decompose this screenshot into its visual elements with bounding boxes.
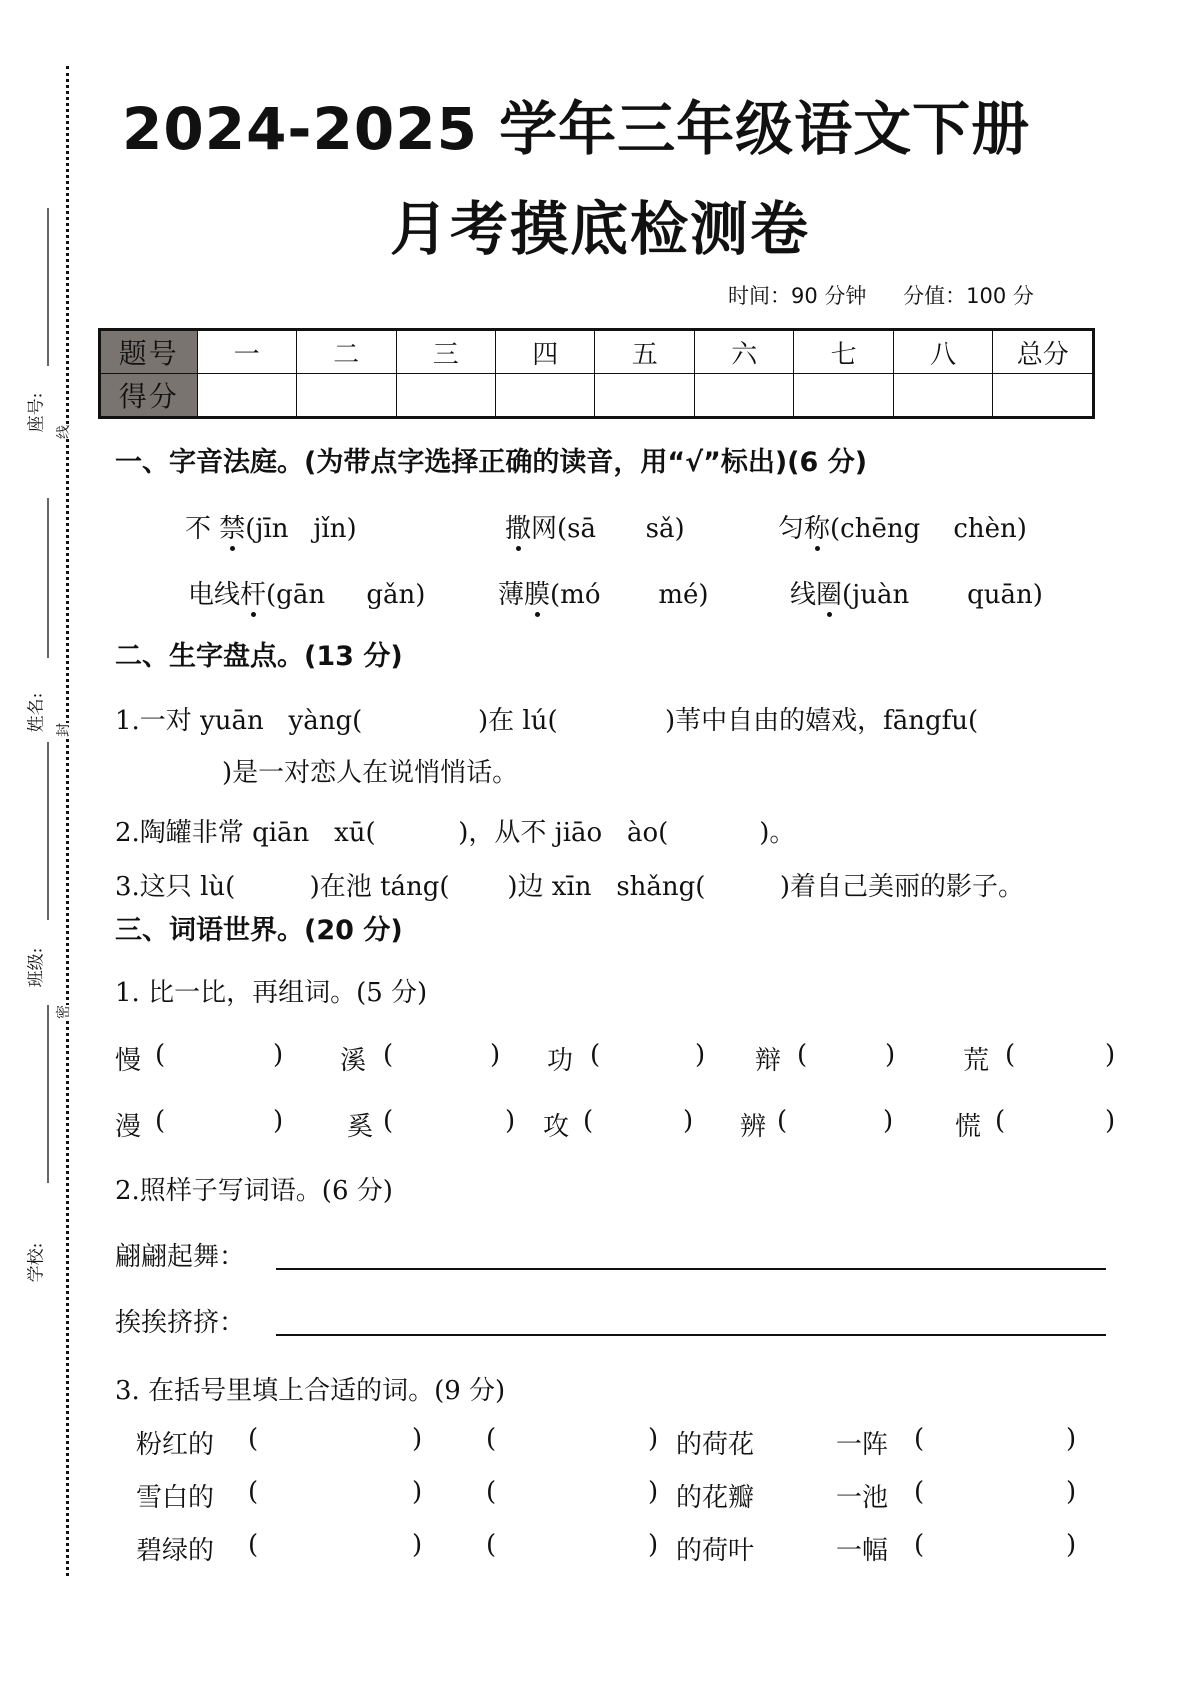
pinyin-options[interactable]: (mó mé) [550,580,709,610]
answer-line-2[interactable] [276,1334,1106,1336]
phrase-suffix: 的荷花 [676,1430,755,1460]
example-word-2: 挨挨挤挤： [115,1308,246,1338]
answer-blank[interactable]: ( [797,1040,808,1070]
compare-char: 慢 [115,1046,142,1076]
pinyin-options[interactable]: (chēng chèn) [830,514,1027,544]
section1-title: 一、字音法庭。(为带点字选择正确的读音，用“√”标出)(6 分) [115,447,868,478]
school-label: 学校: [26,1242,47,1283]
pron-item-2 [505,508,685,545]
answer-blank[interactable]: ( [914,1424,925,1454]
section3-q2-title: 2.照样子写词语。(6 分) [115,1176,393,1206]
section2-q1-line1[interactable]: 1.一对 yuān yàng( )在 lú( )苇中自由的嬉戏，fāngfu( [115,706,979,736]
compare-char: 漫 [115,1112,142,1142]
page-title-line1: 2024-2025 学年三年级语文下册 [122,95,1031,163]
answer-blank[interactable]: ( [383,1106,394,1136]
answer-blank[interactable]: ( [777,1106,788,1136]
col-header-total: 总分 [993,330,1094,374]
pron-item-3 [778,508,1027,545]
section2-q3[interactable]: 3.这只 lù( )在池 táng( )边 xīn shǎng( )着自己美丽的影子。 [115,872,1024,902]
dotted-char: 膜 [524,574,550,611]
answer-blank[interactable]: ( [486,1424,497,1454]
score-cell[interactable] [197,374,296,418]
score-cell[interactable] [595,374,694,418]
seal-mark-line: 线 [51,425,75,439]
pinyin-options[interactable]: (juàn quān) [842,580,1043,610]
seal-mark-seal: 封 [51,723,75,737]
phrase-suffix: 的荷叶 [676,1536,755,1566]
compare-char: 奚 [347,1112,374,1142]
section2-q1-line2[interactable]: )是一对恋人在说悄悄话。 [222,758,519,788]
example-word-1: 翩翩起舞： [115,1242,246,1272]
col-header: 二 [297,330,396,374]
pinyin-options[interactable]: (sā sǎ) [557,514,685,544]
score-row [100,374,1094,418]
dotted-char: 撒 [505,508,531,545]
answer-blank[interactable]: ( [383,1040,394,1070]
col-header: 五 [595,330,694,374]
score-table [98,328,1095,419]
col-header: 三 [396,330,495,374]
word-text: 线 [790,580,817,610]
score-cell-total[interactable] [993,374,1094,418]
col-header: 八 [893,330,992,374]
answer-blank[interactable]: ( [248,1530,259,1560]
score-cell[interactable] [396,374,495,418]
score-cell[interactable] [297,374,396,418]
answer-blank[interactable]: ( [590,1040,601,1070]
page-title-line2: 月考摸底检测卷 [390,195,811,263]
section2-title: 二、生字盘点。(13 分) [115,641,403,672]
compare-char: 攻 [543,1112,570,1142]
answer-blank[interactable]: ( [914,1477,925,1507]
word-text: 网 [531,514,558,544]
compare-char: 功 [547,1046,574,1076]
pinyin-options[interactable]: (gān gǎn) [266,580,426,610]
dotted-char: 禁 [219,508,245,545]
time-limit: 时间：90 分钟 [728,284,867,308]
name-label: 姓名: [26,692,47,733]
compare-char: 慌 [955,1112,982,1142]
phrase-suffix: 的花瓣 [676,1483,755,1513]
name-underline [47,498,49,658]
pinyin-options[interactable]: (jīn jǐn) [245,514,357,544]
col-header: 六 [694,330,793,374]
compare-char: 荒 [963,1046,990,1076]
answer-blank[interactable]: ( [583,1106,594,1136]
score-cell[interactable] [495,374,594,418]
school-underline [47,1005,49,1183]
section3-title: 三、词语世界。(20 分) [115,915,403,946]
question-number-header: 题号 [100,330,198,374]
section3-q3-title: 3. 在括号里填上合适的词。(9 分) [115,1376,506,1406]
total-score: 分值：100 分 [903,284,1034,308]
dotted-char: 称 [804,508,830,545]
col-header: 一 [197,330,296,374]
word-text: 匀 [778,514,805,544]
dotted-char: 圈 [816,574,842,611]
exam-meta [728,280,1064,310]
answer-blank[interactable]: ( [155,1106,166,1136]
seal-dotted-line [66,66,69,1576]
word-text: 电线 [188,580,241,610]
score-header: 得分 [100,374,198,418]
score-cell[interactable] [893,374,992,418]
answer-line-1[interactable] [276,1268,1106,1270]
seal-mark-secret: 密 [51,1005,75,1019]
class-label: 班级: [26,947,47,988]
compare-char: 辨 [740,1112,767,1142]
answer-blank[interactable]: ( [486,1477,497,1507]
score-cell[interactable] [694,374,793,418]
pron-item-5 [498,574,709,611]
phrase-prefix: 雪白的 [136,1483,215,1513]
phrase-prefix: 碧绿的 [136,1536,215,1566]
answer-blank[interactable]: ( [486,1530,497,1560]
word-text: 薄 [498,580,525,610]
phrase-prefix: 粉红的 [136,1430,215,1460]
compare-char: 辩 [755,1046,782,1076]
seat-number-underline [47,208,49,366]
class-underline [47,742,49,920]
measure-word: 一幅 [836,1536,889,1566]
section3-q1-title: 1. 比一比，再组词。(5 分) [115,978,428,1008]
answer-blank[interactable]: ( [155,1040,166,1070]
col-header: 七 [794,330,893,374]
word-text: 不 [185,514,220,544]
pron-item-1 [185,508,357,545]
answer-blank[interactable]: ( [914,1530,925,1560]
seat-number-label: 座号: [26,392,47,433]
dotted-char: 杆 [240,574,266,611]
measure-word: 一阵 [836,1430,889,1460]
score-cell[interactable] [794,374,893,418]
answer-blank[interactable]: ( [248,1477,259,1507]
answer-blank[interactable]: ( [248,1424,259,1454]
pron-item-4 [188,574,425,611]
answer-blank[interactable]: ( [995,1106,1006,1136]
measure-word: 一池 [836,1483,889,1513]
section2-q2[interactable]: 2.陶罐非常 qiān xū( )，从不 jiāo ào( )。 [115,818,796,848]
pron-item-6 [790,574,1043,611]
question-number-row [100,330,1094,374]
col-header: 四 [495,330,594,374]
compare-char: 溪 [340,1046,367,1076]
answer-blank[interactable]: ( [1005,1040,1016,1070]
